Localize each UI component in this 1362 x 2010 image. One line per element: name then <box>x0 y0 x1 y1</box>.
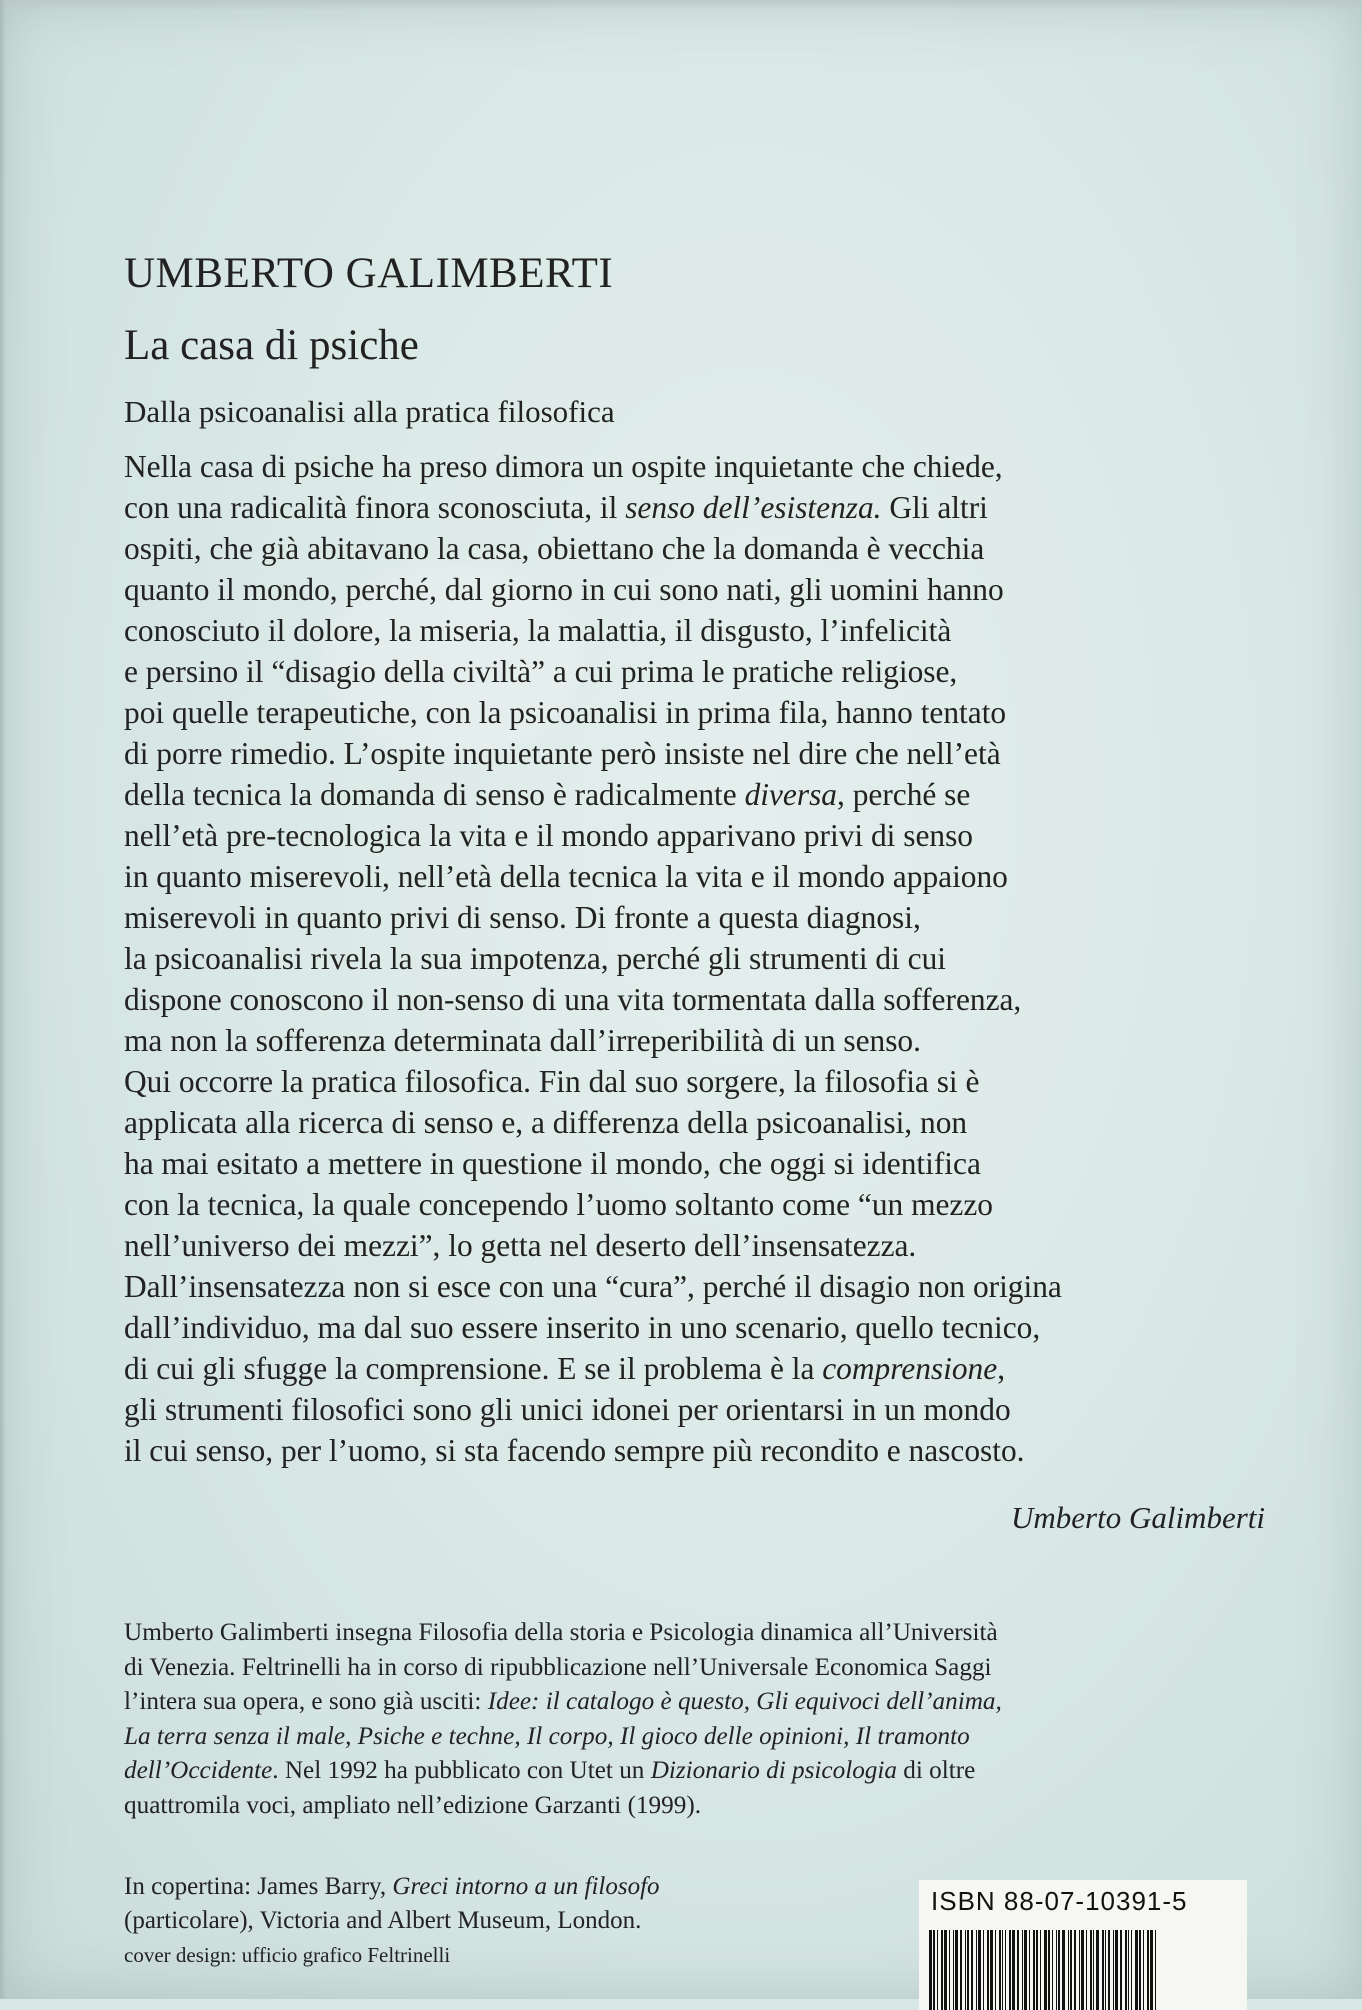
author-bio <box>124 1616 1274 1823</box>
barcode-bar <box>1002 1930 1003 2010</box>
bio-italic-text: Idee: il catalogo è questo, Gli equivoci dell’anima, <box>487 1688 1002 1715</box>
blurb-text: applicata alla ricerca di senso e, a differenza della psicoanalisi, non <box>124 1105 968 1140</box>
barcode-bar <box>1005 1930 1006 2010</box>
cover-design-credit: cover design: ufficio grafico Feltrinelli <box>124 1943 451 1967</box>
blurb-italic-text: comprensione <box>822 1351 998 1386</box>
blurb-line <box>124 692 1274 733</box>
blurb-text: gli strumenti filosofici sono gli unici idonei per orientarsi in un mondo <box>124 1392 1011 1427</box>
barcode-bar <box>1040 1930 1041 2010</box>
barcode-bar <box>953 1930 954 2010</box>
barcode-bar <box>1120 1930 1122 2010</box>
barcode-bar <box>1052 1930 1053 2010</box>
credits-text: (particolare), Victoria and Albert Museum, London. <box>124 1907 642 1934</box>
barcode-bar <box>1093 1930 1094 2010</box>
barcode-bar <box>976 1930 977 2010</box>
bio-italic-text: La terra senza il male, Psiche e techne, Il corpo, Il gioco delle opinioni, Il tramonto <box>124 1722 970 1750</box>
blurb-text: e persino il “disagio della civiltà” a cui prima le pratiche religiose, <box>124 654 958 689</box>
barcode-bar <box>937 1930 938 2010</box>
barcode-bar <box>1102 1930 1104 2010</box>
barcode-bar <box>1033 1930 1035 2010</box>
blurb-italic-text: senso dell’esistenza. <box>625 490 882 525</box>
barcode-bar <box>1150 1930 1153 2010</box>
barcode-bar <box>960 1930 962 2010</box>
barcode-bar <box>1108 1930 1110 2010</box>
bio-text: l’intera sua opera, e sono già usciti: <box>124 1688 488 1715</box>
barcode-bar <box>1079 1930 1080 2010</box>
book-subtitle: Dalla psicoanalisi alla pratica filosofica <box>124 394 615 429</box>
barcode-bar <box>1022 1930 1023 2010</box>
barcode-bar <box>941 1930 943 2010</box>
blurb-text: , <box>997 1351 1006 1386</box>
blurb-text: dall’individuo, ma dal suo essere inserito in uno scenario, quello tecnico, <box>124 1310 1041 1345</box>
blurb-line <box>124 1020 1274 1061</box>
blurb-line <box>124 979 1274 1020</box>
blurb-text: in quanto miserevoli, nell’età della tecnica la vita e il mondo appaiono <box>124 859 1008 894</box>
blurb-line <box>124 774 1274 815</box>
cover-credits-lines <box>124 1870 660 1938</box>
barcode-bar <box>1070 1930 1072 2010</box>
barcode-bar <box>1143 1930 1144 2010</box>
cover-left-edge <box>0 0 6 1999</box>
blurb-line <box>124 1143 1274 1184</box>
bio-text: . Nel 1992 ha pubblicato con Utet un <box>272 1757 651 1784</box>
barcode-bar <box>1155 1930 1156 2010</box>
blurb-text <box>124 446 1274 1471</box>
barcode-bar <box>1029 1930 1030 2010</box>
blurb-text: miserevoli in quanto privi di senso. Di fronte a questa diagnosi, <box>124 900 921 935</box>
blurb-line <box>124 1061 1274 1102</box>
blurb-line <box>124 897 1274 938</box>
barcode-bar <box>983 1930 984 2010</box>
barcode-bar <box>1056 1930 1057 2010</box>
barcode-bar <box>967 1930 969 2010</box>
barcode-bar <box>1062 1930 1065 2010</box>
barcode-bar <box>1036 1930 1038 2010</box>
blurb-text: poi quelle terapeutiche, con la psicoanalisi in prima fila, hanno tentato <box>124 695 1007 730</box>
blurb-text: il cui senso, per l’uomo, si sta facendo sempre più recondito e nascosto. <box>124 1433 1025 1468</box>
blurb-text: conosciuto il dolore, la miseria, la malattia, il disgusto, l’infelicità <box>124 613 952 648</box>
barcode-bar <box>1113 1930 1114 2010</box>
bio-text: di oltre <box>896 1757 976 1784</box>
barcode-bar <box>965 1930 966 2010</box>
blurb-text: ha mai esitato a mettere in questione il mondo, che oggi si identifica <box>124 1146 981 1181</box>
barcode-bar <box>1074 1930 1076 2010</box>
barcode-bar <box>1115 1930 1118 2010</box>
credits-text: In copertina: James Barry, <box>124 1873 393 1900</box>
barcode-bar <box>1105 1930 1106 2010</box>
blurb-text: di cui gli sfugge la comprensione. E se il problema è la <box>124 1351 823 1386</box>
blurb-text: con una radicalità finora sconosciuta, il <box>124 490 626 525</box>
barcode-bar <box>987 1930 989 2010</box>
blurb-line <box>124 1348 1274 1389</box>
barcode-bar <box>1058 1930 1060 2010</box>
bio-text: Umberto Galimberti insegna Filosofia della storia e Psicologia dinamica all’Università <box>124 1619 998 1646</box>
blurb-line <box>124 1307 1274 1348</box>
bio-line <box>124 1754 1274 1789</box>
barcode-bar <box>1128 1930 1129 2010</box>
barcode-bar <box>1086 1930 1087 2010</box>
isbn-number: ISBN 88-07-10391-5 <box>931 1886 1188 1916</box>
bio-text: quattromila voci, ampliato nell’edizione Garzanti (1999). <box>124 1791 702 1819</box>
barcode-bar <box>999 1930 1001 2010</box>
blurb-text: dispone conoscono il non-senso di una vita tormentata dalla sofferenza, <box>124 982 1022 1017</box>
blurb-text: , perché se <box>837 777 971 812</box>
blurb-line <box>124 569 1274 610</box>
barcode-bar <box>1081 1930 1084 2010</box>
bio-line <box>124 1720 1274 1755</box>
blurb-line <box>124 446 1274 487</box>
bio-line <box>124 1651 1274 1686</box>
barcode-bar <box>1147 1930 1149 2010</box>
barcode-bar <box>933 1930 935 2010</box>
bio-italic-text: dell’Occidente <box>124 1757 273 1784</box>
blurb-line <box>124 651 1274 692</box>
blurb-text: della tecnica la domanda di senso è radicalmente <box>124 777 745 812</box>
blurb-text: quanto il mondo, perché, dal giorno in cui sono nati, gli uomini hanno <box>124 572 1004 607</box>
barcode-bar <box>1044 1930 1047 2010</box>
blurb-line <box>124 1266 1274 1307</box>
author-name: UMBERTO GALIMBERTI <box>124 250 614 297</box>
barcode-bar <box>978 1930 981 2010</box>
blurb-text: nell’età pre-tecnologica la vita e il mondo apparivano privi di senso <box>124 818 974 853</box>
barcode-bar <box>944 1930 947 2010</box>
barcode-bar <box>1125 1930 1127 2010</box>
blurb-line <box>124 1430 1274 1471</box>
blurb-text: Dall’insensatezza non si esce con una “cura”, perché il disagio non origina <box>124 1269 1062 1304</box>
blurb-line <box>124 733 1274 774</box>
credits-italic-text: Greci intorno a un filosofo <box>392 1873 660 1900</box>
blurb-line <box>124 1184 1274 1225</box>
barcode-bar <box>971 1930 973 2010</box>
barcode-bar <box>1048 1930 1050 2010</box>
cover-top-edge <box>0 0 1362 10</box>
barcode-bar <box>990 1930 993 2010</box>
cover-credits <box>124 1870 660 1972</box>
barcode-icon <box>929 1930 1239 2010</box>
barcode-bar <box>949 1930 950 2010</box>
barcode-bar <box>1096 1930 1099 2010</box>
blurb-text: Nella casa di psiche ha preso dimora un ospite inquietante che chiede, <box>124 449 1003 484</box>
barcode-bar <box>929 1930 932 2010</box>
isbn-label <box>919 1880 1247 2010</box>
barcode-bar <box>1131 1930 1132 2010</box>
blurb-text: la psicoanalisi rivela la sua impotenza, perché gli strumenti di cui <box>124 941 946 976</box>
barcode-bar <box>1068 1930 1069 2010</box>
blurb-text: Qui occorre la pratica filosofica. Fin dal suo sorgere, la filosofia si è <box>124 1064 980 1099</box>
barcode-bar <box>1024 1930 1027 2010</box>
blurb-text: ma non la sofferenza determinata dall’irreperibilità di un senso. <box>124 1023 921 1058</box>
blurb-text: Gli altri <box>881 490 988 525</box>
credits-line <box>124 1870 660 1904</box>
blurb-text: nell’universo dei mezzi”, lo getta nel deserto dell’insensatezza. <box>124 1228 917 1263</box>
blurb-italic-text: diversa <box>744 777 837 812</box>
barcode-bar <box>1135 1930 1138 2010</box>
bio-line <box>124 1789 1274 1824</box>
blurb-text: con la tecnica, la quale concependo l’uomo soltanto come “un mezzo <box>124 1187 993 1222</box>
barcode-bar <box>1012 1930 1015 2010</box>
bio-line <box>124 1616 1274 1651</box>
barcode-bar <box>1009 1930 1011 2010</box>
blurb-line <box>124 1389 1274 1430</box>
blurb-line <box>124 1102 1274 1143</box>
blurb-line <box>124 487 1274 528</box>
barcode-bar <box>1139 1930 1141 2010</box>
blurb-line <box>124 528 1274 569</box>
blurb-text: ospiti, che già abitavano la casa, obiettano che la domanda è vecchia <box>124 531 985 566</box>
blurb-text: di porre rimedio. L’ospite inquietante però insiste nel dire che nell’età <box>124 736 1001 771</box>
blurb-line <box>124 610 1274 651</box>
bio-italic-text: Dizionario di psicologia <box>650 1757 897 1784</box>
blurb-line <box>124 938 1274 979</box>
book-title: La casa di psiche <box>124 322 419 369</box>
barcode-bar <box>955 1930 958 2010</box>
barcode-bar <box>995 1930 996 2010</box>
blurb-line <box>124 1225 1274 1266</box>
blurb-signature: Umberto Galimberti <box>1010 1500 1265 1535</box>
bio-line <box>124 1685 1274 1720</box>
blurb-line <box>124 815 1274 856</box>
credits-line <box>124 1904 660 1938</box>
barcode-bar <box>1090 1930 1092 2010</box>
blurb-line <box>124 856 1274 897</box>
barcode-bar <box>1017 1930 1019 2010</box>
bio-text: di Venezia. Feltrinelli ha in corso di ripubblicazione nell’Universale Economica Saggi <box>124 1653 992 1681</box>
